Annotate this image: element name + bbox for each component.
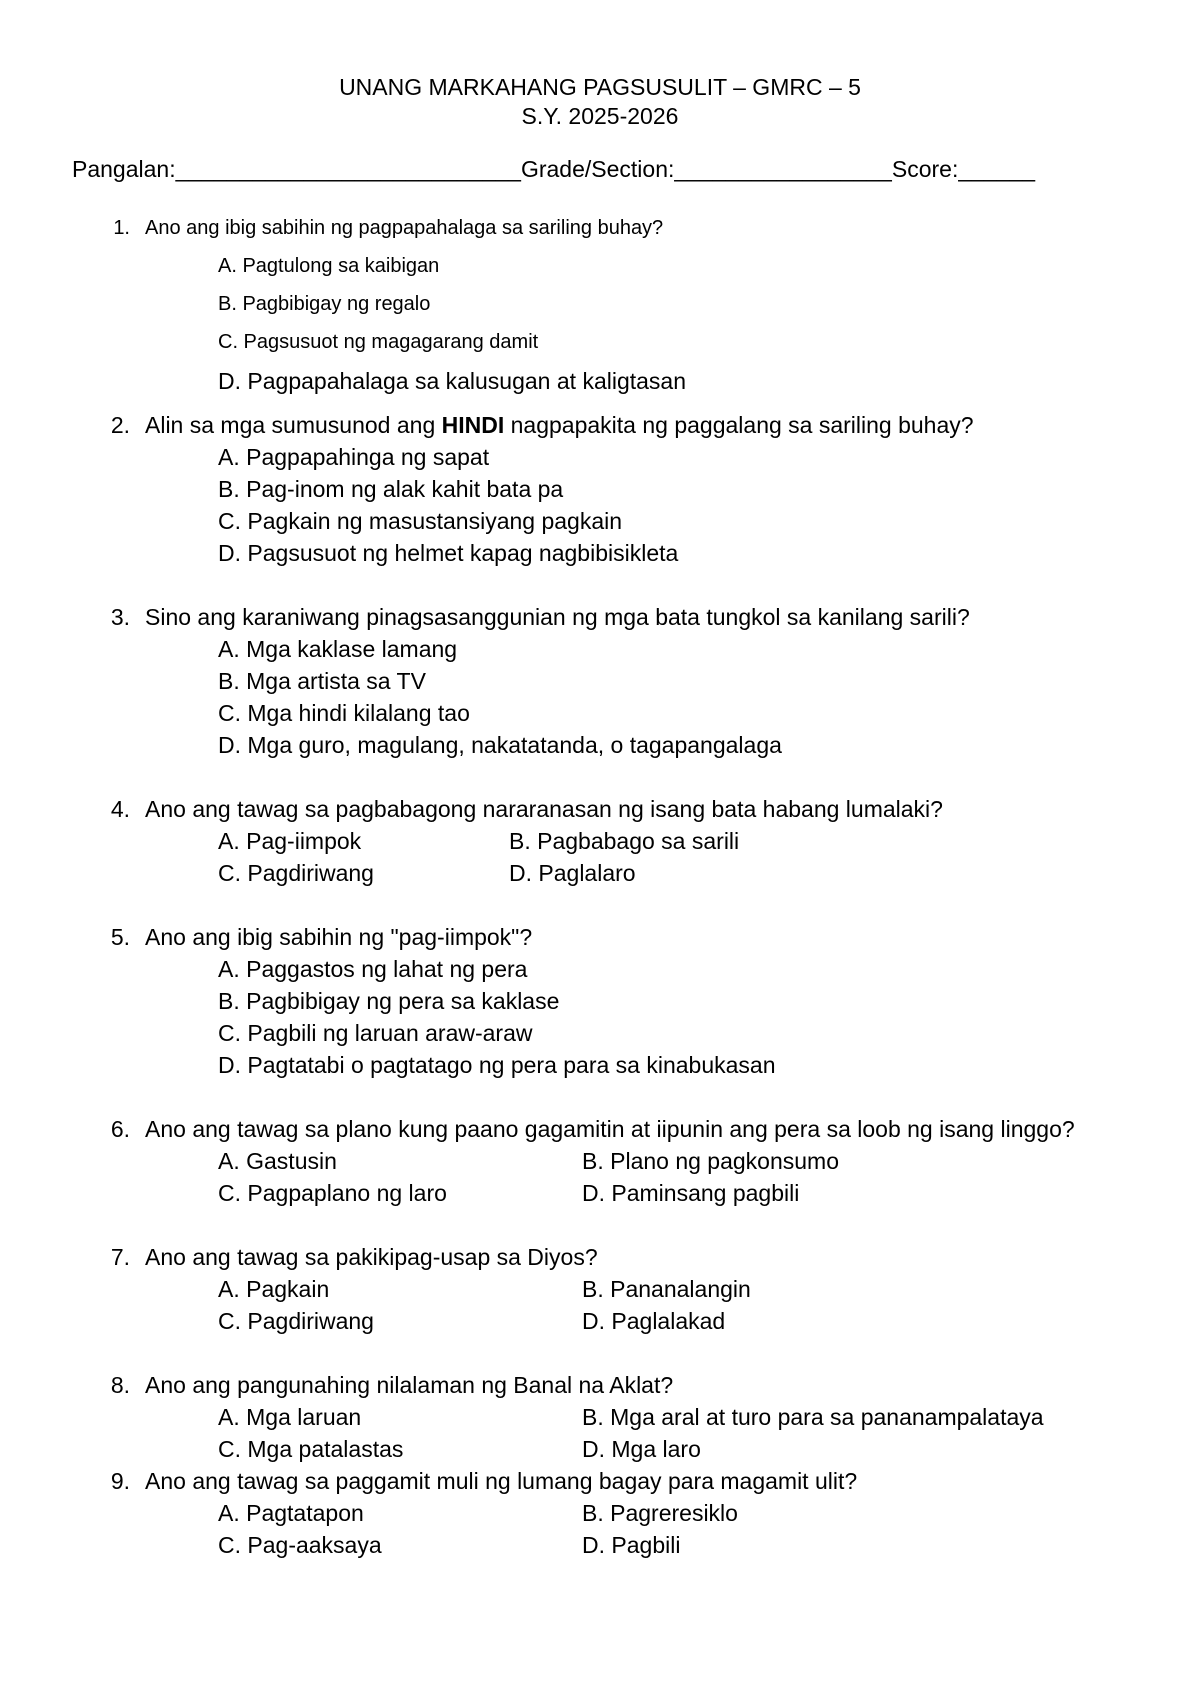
question-number: 4.: [110, 796, 130, 822]
option-c[interactable]: C. Mga hindi kilalang tao: [218, 700, 470, 726]
question-text-end: nagpapakita ng paggalang sa sariling buhay?: [504, 412, 974, 438]
option-b[interactable]: B. Pag-inom ng alak kahit bata pa: [218, 476, 564, 502]
option-c[interactable]: C. Mga patalastas: [218, 1436, 404, 1462]
option-d[interactable]: D. Paglalakad: [582, 1308, 726, 1334]
option-b[interactable]: B. Plano ng pagkonsumo: [582, 1148, 840, 1174]
option-b[interactable]: B. Pagbabago sa sarili: [509, 828, 740, 854]
question-text: Ano ang tawag sa plano kung paano gagamitin at iipunin ang pera sa loob ng isang linggo?: [145, 1116, 1075, 1142]
question-number: 9.: [110, 1468, 130, 1494]
option-a[interactable]: A. Paggastos ng lahat ng pera: [218, 956, 528, 982]
option-d[interactable]: D. Mga laro: [582, 1436, 701, 1462]
option-c[interactable]: C. Pagdiriwang: [218, 860, 374, 886]
option-d[interactable]: D. Paglalaro: [509, 860, 636, 886]
option-d[interactable]: D. Pagpapahalaga sa kalusugan at kaligtasan: [218, 368, 687, 394]
score-label: Score:: [891, 156, 959, 182]
option-b[interactable]: B. Pagbibigay ng regalo: [218, 293, 431, 315]
option-d[interactable]: D. Pagsusuot ng helmet kapag nagbibisikleta: [218, 540, 679, 566]
option-d[interactable]: D. Pagtatabi o pagtatago ng pera para sa kinabukasan: [218, 1052, 776, 1078]
option-a[interactable]: A. Mga laruan: [218, 1404, 362, 1430]
option-c[interactable]: C. Pagbili ng laruan araw-araw: [218, 1020, 533, 1046]
option-c[interactable]: C. Pagkain ng masustansiyang pagkain: [218, 508, 623, 534]
question-text: Ano ang ibig sabihin ng pagpapahalaga sa sariling buhay?: [145, 217, 664, 239]
option-b[interactable]: B. Pagreresiklo: [582, 1500, 738, 1526]
option-d[interactable]: D. Pagbili: [582, 1532, 681, 1558]
option-b[interactable]: B. Mga artista sa TV: [218, 668, 426, 694]
question-text: Sino ang karaniwang pinagsasanggunian ng mga bata tungkol sa kanilang sarili?: [145, 604, 970, 630]
question-text: [145, 412, 974, 439]
option-a[interactable]: A. Pagpapahinga ng sapat: [218, 444, 490, 470]
question-number: 3.: [110, 604, 130, 630]
option-b[interactable]: B. Mga aral at turo para sa pananampalataya: [582, 1404, 1044, 1430]
grade-blank[interactable]: _________________: [674, 156, 892, 182]
option-c[interactable]: C. Pagsusuot ng magagarang damit: [218, 331, 539, 353]
question-text: Ano ang tawag sa paggamit muli ng lumang bagay para magamit ulit?: [145, 1468, 858, 1494]
option-a[interactable]: A. Pag-iimpok: [218, 828, 362, 854]
question-text: Ano ang tawag sa pagbabagong nararanasan ng isang bata habang lumalaki?: [145, 796, 943, 822]
question-number: 7.: [110, 1244, 130, 1270]
question-emphasis: HINDI: [441, 412, 505, 438]
question-number: 6.: [110, 1116, 130, 1142]
grade-label: Grade/Section:: [520, 156, 675, 182]
option-d[interactable]: D. Mga guro, magulang, nakatatanda, o tagapangalaga: [218, 732, 782, 758]
school-year: S.Y. 2025-2026: [521, 103, 679, 129]
option-c[interactable]: C. Pagdiriwang: [218, 1308, 374, 1334]
exam-title: UNANG MARKAHANG PAGSUSULIT – GMRC – 5: [339, 74, 861, 100]
option-a[interactable]: A. Pagkain: [218, 1276, 330, 1302]
option-d[interactable]: D. Paminsang pagbili: [582, 1180, 800, 1206]
option-b[interactable]: B. Pagbibigay ng pera sa kaklase: [218, 988, 560, 1014]
option-b[interactable]: B. Pananalangin: [582, 1276, 751, 1302]
question-text-start: Alin sa mga sumusunod ang: [145, 412, 442, 438]
option-a[interactable]: A. Mga kaklase lamang: [218, 636, 458, 662]
option-c[interactable]: C. Pag-aaksaya: [218, 1532, 382, 1558]
question-number: 2.: [110, 412, 130, 438]
question-text: Ano ang tawag sa pakikipag-usap sa Diyos?: [145, 1244, 598, 1270]
question-text: Ano ang pangunahing nilalaman ng Banal na Aklat?: [145, 1372, 674, 1398]
question-text: Ano ang ibig sabihin ng "pag-iimpok"?: [145, 924, 533, 950]
option-a[interactable]: A. Gastusin: [218, 1148, 337, 1174]
student-info-line: [72, 156, 1035, 183]
question-number: 5.: [110, 924, 130, 950]
score-blank[interactable]: ______: [958, 156, 1036, 182]
option-a[interactable]: A. Pagtulong sa kaibigan: [218, 255, 440, 277]
question-number: 1.: [113, 217, 130, 239]
option-c[interactable]: C. Pagpaplano ng laro: [218, 1180, 447, 1206]
name-blank[interactable]: ___________________________: [175, 156, 521, 182]
question-number: 8.: [110, 1372, 130, 1398]
name-label: Pangalan:: [72, 156, 176, 182]
option-a[interactable]: A. Pagtatapon: [218, 1500, 364, 1526]
